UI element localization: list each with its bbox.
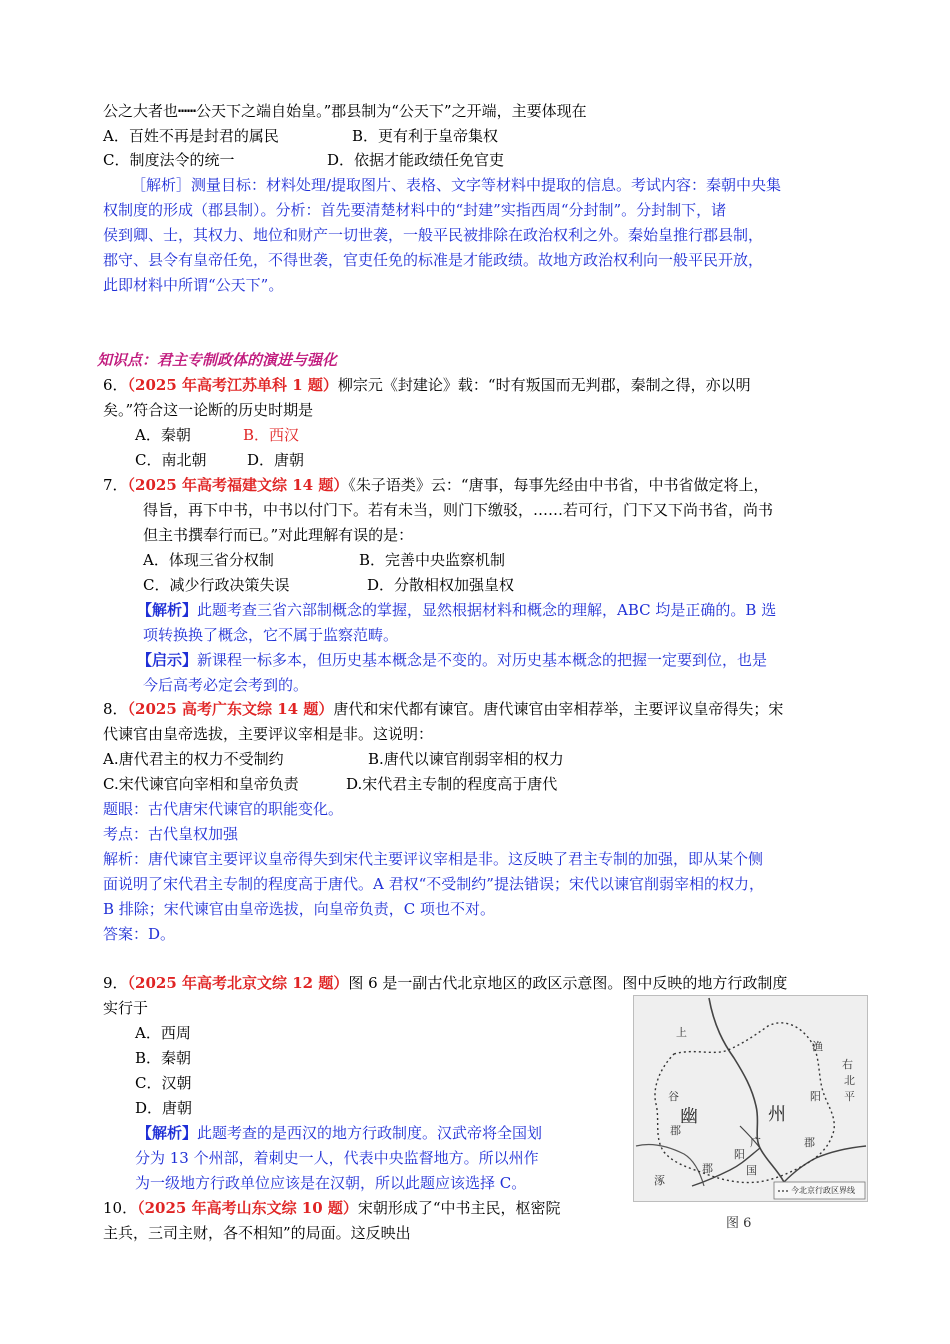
q9-analysis-line-1: [137, 1122, 542, 1144]
intro-option-b: B．更有利于皇帝集权: [352, 127, 499, 145]
map-label: 国: [746, 1164, 757, 1177]
q7-analysis-tag: 【解析】: [137, 601, 198, 619]
q8-line-1: [103, 698, 783, 720]
map-label: 平: [844, 1090, 855, 1103]
q9-text: 图 6 是一副古代北京地区的政区示意图。图中反映的地方行政制度: [348, 974, 788, 992]
q7-analysis-line-2: 项转换换了概念，它不属于监察范畴。: [143, 626, 399, 644]
q8-key-phrase: 题眼：古代唐宋代谏官的职能变化。: [103, 800, 344, 818]
q7-insight-tag: 【启示】: [137, 651, 198, 669]
q7-analysis-line-1: [137, 599, 776, 621]
q9-option-c: C．汉朝: [135, 1074, 192, 1092]
q8-answer: 答案：D。: [103, 925, 176, 943]
intro-option-c: C．制度法令的统一: [103, 151, 235, 169]
section-title: 知识点：君主专制政体的演进与强化: [97, 351, 338, 369]
q6-option-c: C．南北朝: [135, 451, 207, 469]
q8-analysis-line: 解析：唐代谏官主要评议皇帝得失到宋代主要评议宰相是非。这反映了君主专制的加强，即从某个侧: [103, 850, 764, 868]
q7-line-2: 得旨，再下中书，中书以付门下。若有未当，则门下缴驳，……若可行，门下又下尚书省，尚书: [143, 501, 774, 519]
intro-analysis-line: 侯到卿、士，其权力、地位和财产一切世袭，一般平民被排除在政治权利之外。秦始皇推行郡县制，: [103, 226, 764, 244]
map-label: 郡: [804, 1136, 815, 1149]
map-label: 州: [768, 1104, 786, 1125]
map-caption: 图 6: [726, 1216, 752, 1231]
q9-analysis-tag: 【解析】: [137, 1124, 198, 1142]
q7-option-a: A．体现三省分权制: [143, 551, 274, 569]
map-label: 右: [842, 1058, 853, 1071]
q8-line-2: 代谏官由皇帝选拔，主要评议宰相是非。这说明：: [103, 725, 434, 743]
map-label: 涿: [654, 1174, 665, 1187]
intro-question-line: 公之大者也┅┅公天下之端自始皇。”郡县制为“公天下”之开端，主要体现在: [103, 102, 587, 120]
q10-source: （2025 年高考山东文综 10 题）: [137, 1199, 358, 1217]
map-label: 渔: [812, 1040, 823, 1053]
q6-option-a: A．秦朝: [135, 426, 191, 444]
intro-analysis-line: 郡守、县令有皇帝任免，不得世袭，官吏任免的标准是才能政绩。故地方政治权利向一般平民开放，: [103, 251, 764, 269]
map-label: 郡: [670, 1124, 681, 1137]
q7-insight-line-1: [137, 649, 767, 671]
q9-line-2: 实行于: [103, 999, 149, 1017]
q7-analysis-text: 此题考查三省六部制概念的掌握，显然根据材料和概念的理解，ABC 均是正确的。B 选: [197, 601, 777, 619]
q7-insight-line-2: 今后高考必定会考到的。: [143, 676, 309, 694]
q8-text: 唐代和宋代都有谏官。唐代谏官由宰相荐举，主要评议皇帝得失；宋: [333, 700, 784, 718]
intro-option-a: A．百姓不再是封君的属民: [103, 127, 279, 145]
map-label: 广: [750, 1136, 761, 1149]
q10-number: 10．: [103, 1199, 138, 1217]
q8-test-point: 考点：古代皇权加强: [103, 825, 239, 843]
q9-analysis-text: 此题考查的是西汉的地方行政制度。汉武帝将全国划: [197, 1124, 543, 1142]
q6-text: 柳宗元《封建论》载：“时有叛国而无判郡，秦制之得，亦以明: [337, 376, 751, 394]
q9-option-a: A．西周: [135, 1024, 191, 1042]
map-label: 谷: [668, 1090, 679, 1103]
q8-option-d: D.宋代君主专制的程度高于唐代: [346, 775, 558, 793]
q9-option-d: D．唐朝: [135, 1099, 193, 1117]
q10-text: 宋朝形成了“中书主民，枢密院: [357, 1199, 561, 1217]
q6-number: 6．: [103, 376, 128, 394]
q6-option-b: B．西汉: [243, 426, 300, 444]
intro-analysis-line: 权制度的形成（郡县制）。分析：首先要清楚材料中的“封建”实指西周“分封制”。分封制下，诸: [103, 201, 727, 219]
intro-analysis-line: ［解析］测量目标：材料处理/提取图片、表格、文字等材料中提取的信息。考试内容：秦朝中央集: [131, 176, 782, 194]
q7-source: （2025 年高考福建文综 14 题）: [127, 476, 349, 494]
q7-text: 《朱子语类》云：“唐事，每事先经由中书省，中书省做定将上，: [348, 476, 769, 494]
q10-line-2: 主兵，三司主财，各不相知”的局面。这反映出: [103, 1224, 411, 1242]
q9-line-1: [103, 972, 787, 994]
map-label: 幽: [680, 1106, 698, 1127]
intro-analysis-line: 此即材料中所谓“公天下”。: [103, 276, 284, 294]
q8-number: 8．: [103, 700, 128, 718]
q9-analysis-line-2: 分为 13 个州部，着刺史一人，代表中央监督地方。所以州作: [135, 1149, 539, 1167]
q8-source: （2025 高考广东文综 14 题）: [127, 700, 334, 718]
q8-option-c: C.宋代谏官向宰相和皇帝负责: [103, 775, 299, 793]
q9-source: （2025 年高考北京文综 12 题）: [127, 974, 349, 992]
beijing-region-map: [633, 995, 868, 1202]
q7-option-c: C．减少行政决策失误: [143, 576, 290, 594]
q7-option-d: D．分散相权加强皇权: [367, 576, 515, 594]
q9-option-b: B．秦朝: [135, 1049, 192, 1067]
q6-line-2: 矣。”符合这一论断的历史时期是: [103, 401, 314, 419]
intro-option-d: D．依据才能政绩任免官吏: [327, 151, 505, 169]
q8-option-b: B.唐代以谏官削弱宰相的权力: [368, 750, 564, 768]
q6-option-d: D．唐朝: [247, 451, 305, 469]
q7-number: 7．: [103, 476, 128, 494]
q10-line-1: [103, 1197, 561, 1219]
map-label: 上: [676, 1026, 687, 1039]
q9-number: 9．: [103, 974, 128, 992]
map-label: 阳: [810, 1090, 821, 1103]
q9-analysis-line-3: 为一级地方行政单位应该是在汉朝，所以此题应该选择 C。: [135, 1174, 527, 1192]
q7-line-3: 但主书撰奉行而已。”对此理解有误的是：: [143, 526, 414, 544]
map-legend: 今北京行政区界线: [791, 1186, 855, 1195]
q6-line-1: [103, 374, 751, 396]
q8-analysis-line: 面说明了宋代君主专制的程度高于唐代。A 君权“不受制约”提法错误；宋代以谏官削弱宰相的权力，: [103, 875, 764, 893]
q8-option-a: A.唐代君主的权力不受制约: [103, 750, 284, 768]
map-label: 阳: [734, 1148, 745, 1161]
q8-analysis-line: B 排除；宋代谏官由皇帝选拔，向皇帝负责，C 项也不对。: [103, 900, 496, 918]
map-label: 郡: [702, 1162, 713, 1175]
map-label: 北: [844, 1074, 855, 1087]
q7-option-b: B．完善中央监察机制: [359, 551, 506, 569]
q7-insight-text: 新课程一标多本，但历史基本概念是不变的。对历史基本概念的把握一定要到位，也是: [197, 651, 768, 669]
q7-line-1: [103, 474, 769, 496]
q6-source: （2025 年高考江苏单科 1 题）: [127, 376, 338, 394]
